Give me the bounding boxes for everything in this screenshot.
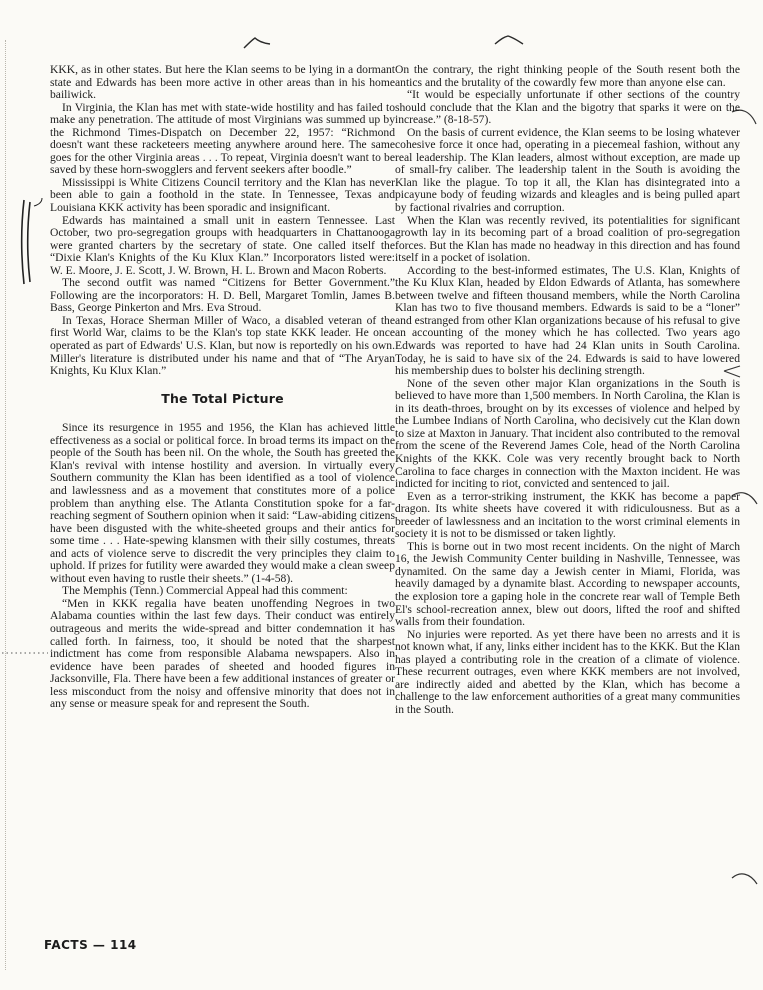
paragraph: Even as a terror-striking instrument, the KKK has become a paper dragon. Its white sheets have covered it with ridiculousness. But as a breeder of lawlessness and an incitation to the worst criminal elements in society it is not to be dismissed or taken lightly.	[395, 489, 740, 541]
paragraph: When the Klan was recently revived, its potentialities for significant growth lay in its becoming part of a broad coalition of pro-segregation forces. But the Klan has made no headway in this direction and has found itself in a pocket of isolation.	[395, 213, 740, 265]
paragraph: This is borne out in two most recent incidents. On the night of March 16, the Jewish Community Center building in Nashville, Tennessee, was dynamited. On the same day a Jewish center in Miami, Florida, was heavily damaged by a dynamite blast. According to newspaper accounts, the explosion tore a gaping hole in the concrete rear wall of Temple Beth El's school-recreation annex, blew out doors, lifted the roof and shifted walls from their foundation.	[395, 539, 740, 629]
binding-dotted-line	[5, 40, 6, 970]
margin-dotted-mark	[0, 648, 50, 658]
margin-bracket-mark	[14, 196, 44, 288]
paragraph: The Memphis (Tenn.) Commercial Appeal had this comment:	[62, 584, 348, 598]
quoted-paragraph: “Men in KKK regalia have beaten unoffending Negroes in two Alabama counties within the last few days. Their conduct was entirely outrageous and merits the wide-spread and bitter condemnation it has called forth. In fairness, too, it should be noted that the sharpest indictment has come from responsible Alabama newspapers. Also in evidence have been parades of sheeted and hooded figures in Jacksonville, Fla. There have been a few additional instances of greater or less misconduct from the noisy and offensive minority that does not in any sense or measure speak for and represent the South.	[50, 596, 395, 711]
paragraph: On the basis of current evidence, the Klan seems to be losing whatever cohesive force it once had, operating in a piecemeal fashion, without any real leadership. The Klan leaders, almost without exception, are made up of small-fry caliber. The leadership talent in the South is avoiding the Klan like the plague. To top it all, the Klan has disintegrated into a picayune body of feuding wizards and kleagles and is being pulled apart by factional rivalries and corruption.	[395, 125, 740, 215]
paragraph: KKK, as in other states. But here the Klan seems to be lying in a dormant state and Edwards has been more active in other areas than in his home bailiwick.	[50, 63, 395, 102]
paragraph: No injuries were reported. As yet there have been no arrests and it is not known what, if any, links either incident has to the KKK. But the Klan has played a contributing role in the creation of a climate of violence. These recurrent outrages, even where KKK members are not involved, are indirectly aided and abetted by the Klan, which has become a challenge to the law enforcement authorities of a great many communities in the South.	[395, 627, 740, 716]
paragraph: The second outfit was named “Citizens for Better Government.” Following are the incorporators: H. D. Bell, Margaret Tomlin, James B. Bass, George Pinkerton and Mrs. Eva Stroud.	[50, 276, 395, 315]
right-column	[395, 64, 740, 716]
section-heading: The Total Picture	[161, 390, 284, 406]
paragraph: Since its resurgence in 1955 and 1956, the Klan has achieved little effectiveness as a social or political force. In broad terms its impact on the people of the South has been nil. On the whole, the South has greeted the Klan's revival with intense hostility and aversion. In virtually every Southern community the Klan has been identified as a tool of violence and lawlessness and as a movement that constitutes more of a police problem than anything else. The Atlanta Constitution spoke for a far-reaching segment of Southern opinion when it said: “Law-abiding citizens have been disgusted with the white-sheeted groups and their antics for some time . . . Hate-spewing klansmen with their silly costumes, threats and acts of violence serve to discredit the very principles they claim to uphold. If prizes for futility were awarded they would make a clean sweep without even having to rustle their sheets.” (1-4-58).	[50, 421, 395, 585]
left-column	[50, 64, 395, 711]
margin-arc-mark	[730, 868, 760, 890]
pencil-mark-top-right	[492, 30, 526, 48]
paragraph: In Virginia, the Klan has met with state-wide hostility and has failed to make any penetration. The attitude of most Virginians was summed up by the Richmond Times-Dispatch on December 22, 1957: “Richmond doesn't want these racketeers meeting anywhere around here. The same goes for the other Virginia areas . . . To repeat, Virginia doesn't want to be saved by these horn-swogglers and fervent seekers after boodle.”	[50, 100, 395, 177]
paragraph: According to the best-informed estimates, The U.S. Klan, Knights of the Ku Klux Klan, headed by Eldon Edwards of Atlanta, has somewhere between twelve and fifteen thousand members, while the North Carolina Klan has two to five thousand members. Edwards is said to be a “loner” and estranged from other Klan organizations because of his refusal to give an accounting of the money which he has collected. Two years ago Edwards was reported to have had 24 Klan units in South Carolina. Today, he is said to have six of the 24. Edwards is said to have lowered his membership dues to bolster his declining strength.	[395, 263, 740, 378]
paragraph: On the contrary, the right thinking people of the South resent both the antics and the brutality of the cowardly few more than anyone else can.	[395, 63, 740, 89]
paragraph: “It would be especially unfortunate if other sections of the country should conclude that the Klan and the bigotry that sparks it were on the increase.” (8-18-57).	[395, 88, 740, 127]
pencil-mark-top-left	[240, 34, 274, 52]
page-footer: FACTS — 114	[44, 938, 137, 952]
paragraph: Mississippi is White Citizens Council territory and the Klan has never been able to gain a foothold in the state. In Tennessee, Texas and Louisiana KKK activity has been sporadic and insignificant.	[50, 175, 395, 215]
paragraph: In Texas, Horace Sherman Miller of Waco, a disabled veteran of the first World War, claims to be the Klan's top state KKK leader. He once operated as part of Edwards' U.S. Klan, but now is reportedly on his own. Miller's literature is distributed under his name and that of “The Aryan Knights, Ku Klux Klan.”	[50, 313, 395, 378]
paragraph: Edwards has maintained a small unit in eastern Tennessee. Last October, two pro-segregation groups with headquarters in Chattanooga were granted charters by the secretary of state. One called itself the “Dixie Klan's Knights of the Ku Klux Klan.” Incorporators listed were: W. E. Moore, J. E. Scott, J. W. Brown, H. L. Brown and Macon Roberts.	[50, 213, 395, 277]
paragraph: None of the seven other major Klan organizations in the South is believed to have more than 1,500 members. In North Carolina, the Klan is in its death-throes, brought on by its excesses of violence and helped by the Lumbee Indians of North Carolina, who decisively cut the Klan down to size at Maxton in January. That incident also contributed to the removal from the scene of the Reverend James Cole, head of the North Carolina Knights of the KKK. Cole was very recently brought back to North Carolina to face charges in connection with the Maxton incident. He was indicted for inciting to riot, convicted and sentenced to jail.	[395, 376, 740, 491]
